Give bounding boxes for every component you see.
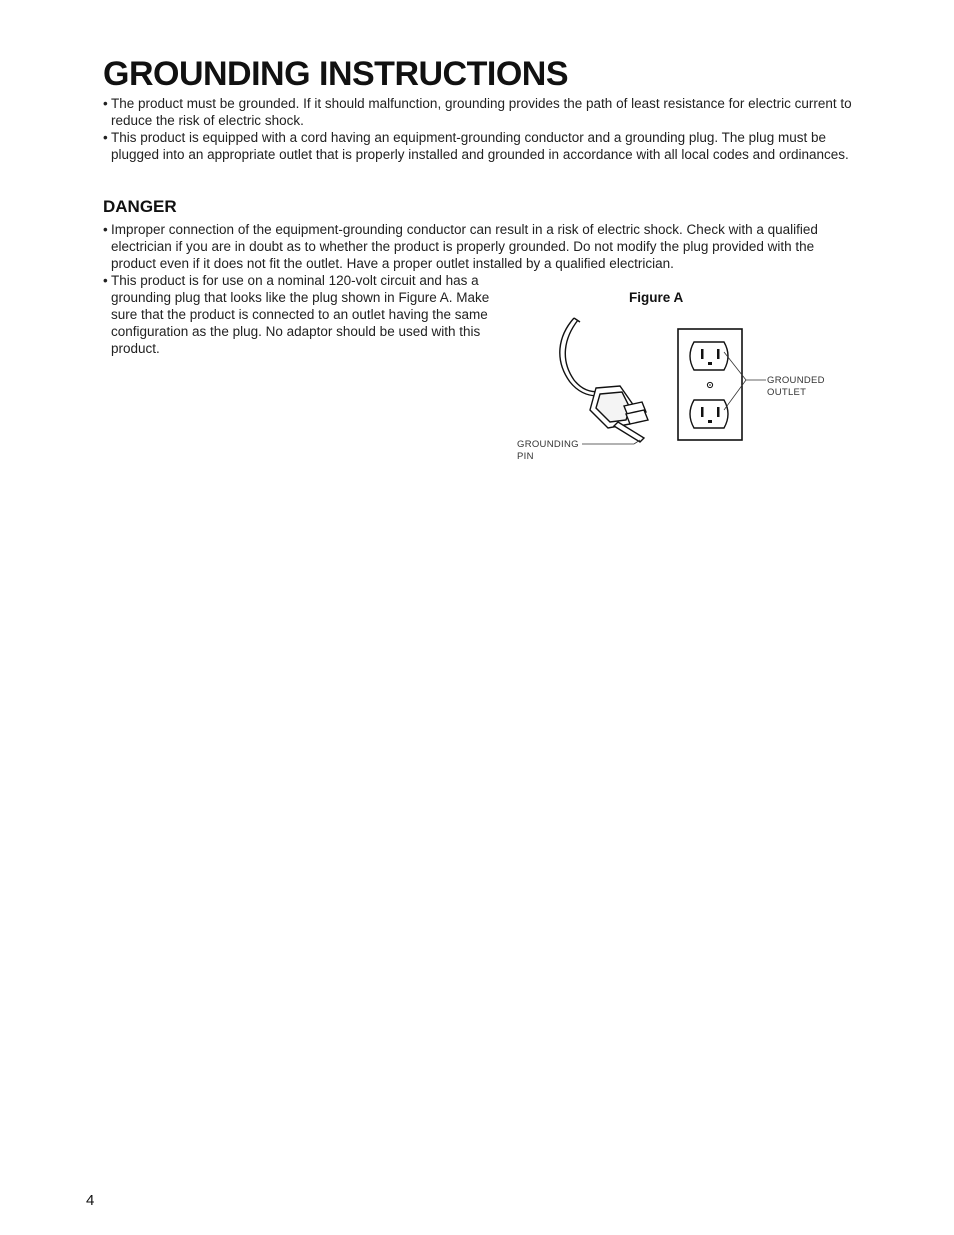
danger-bullet-connection: • Improper connection of the equipment-grounding conductor can result in a risk of electric shock. Check with a qualified electrician if you are in doubt as to whether the product is properly grounded. Do not modify the plug provided with the product even if it does not fit the outlet. Have a proper outlet installed by a qualified electrician. [103,221,853,272]
figure-label: Figure A [629,290,684,305]
grounded-outlet-callout-line2: OUTLET [767,387,807,398]
page-title: GROUNDING INSTRUCTIONS [103,55,568,93]
intro-bullet-grounded: • The product must be grounded. If it should malfunction, grounding provides the path of least resistance for electric current to reduce the risk of electric shock. [103,95,853,129]
page-number: 4 [86,1192,95,1209]
danger-heading: DANGER [103,197,177,216]
danger-bullet-list [103,221,853,272]
plug-paragraph: • This product is for use on a nominal 120-volt circuit and has a grounding plug that looks like the plug shown in Figure A. Make sure that the product is connected to an outlet having the same configuration as the plug. No adaptor should be used with this product. [103,272,511,357]
grounded-outlet-icon [678,329,742,440]
grounded-outlet-callout [767,375,825,399]
grounding-pin-callout-line2: PIN [517,451,534,462]
intro-bullet-cord: • This product is equipped with a cord having an equipment-grounding conductor and a grounding plug. The plug must be plugged into an appropriate outlet that is properly installed and grounded in accordance with all local codes and ordinances. [103,129,853,163]
grounding-plug-icon [560,318,648,442]
grounded-outlet-callout-line1: GROUNDED [767,375,825,386]
grounding-pin-callout [517,439,579,463]
intro-bullet-list [103,95,853,163]
grounding-pin-callout-line1: GROUNDING [517,439,579,450]
